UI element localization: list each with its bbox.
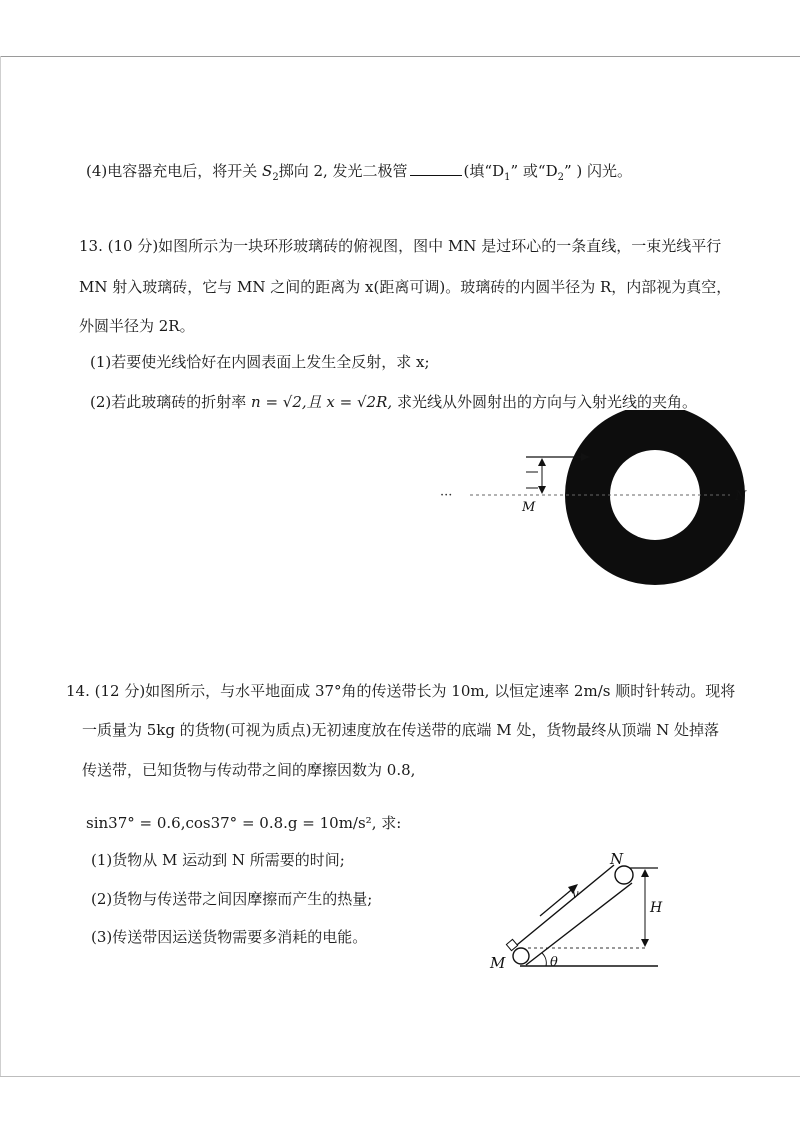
q12-part4-prefix: (4)电容器充电后，将开关 [86,162,263,180]
label-v: v [572,887,579,901]
q12-part4-suffix-start: (填“D [463,162,505,180]
d2-subscript: 2 [557,172,564,183]
q12-part4-suffix-end: ” ) 闪光。 [564,162,633,180]
page-bottom-edge [0,1076,800,1077]
q12-part4-mid: 掷向 2, 发光二极管 [278,162,408,180]
label-m: M [490,954,506,972]
q13-part2-formula: n = √2,且 x = √2R, [251,393,393,411]
q13-line3: 外圆半径为 2R。 [79,317,195,335]
top-roller [615,866,633,884]
q14-line3: 传送带，已知货物与传动带之间的摩擦因数为 0.8, [82,761,416,779]
switch-subscript: 2 [272,172,279,183]
height-arrow-bottom [641,939,649,947]
q13-line1: 13. (10 分)如图所示为一块环形玻璃砖的俯视图，图中 MN 是过环心的一条直线，一束光线平行 [79,237,722,255]
q14-line1: 14. (12 分)如图所示，与水平地面成 37°角的传送带长为 10m, 以恒定速率 2m/s 顺时针转动。现将 [66,682,736,700]
q13-part2-suffix: 求光线从外圆射出的方向与入射光线的夹角。 [392,393,697,411]
q14-given: sin37° = 0.6,cos37° = 0.8.g = 10m/s², 求: [86,814,402,832]
ring-glass-figure [430,410,770,590]
q12-part4-or: ” 或“D [510,162,558,180]
page-top-edge [0,56,800,57]
height-arrow-top [641,869,649,877]
distance-x-arrow-down [538,486,546,494]
q13-part2-prefix: (2)若此玻璃砖的折射率 [90,393,252,411]
bottom-roller [513,948,529,964]
label-h: H [650,900,663,916]
label-m: M [522,500,536,515]
d1-subscript: 1 [504,172,511,183]
switch-symbol: S [262,162,273,180]
q12-part4-line [86,161,632,188]
q14-part2: (2)货物与传送带之间因摩擦而产生的热量; [91,890,373,908]
label-n: N [735,489,747,504]
q13-part2 [90,392,697,412]
q13-part1: (1)若要使光线恰好在内圆表面上发生全反射，求 x; [90,353,430,371]
answer-blank[interactable] [410,161,462,176]
angle-arc [542,953,546,966]
page-left-edge [0,56,1,1076]
q13-line2: MN 射入玻璃砖，它与 MN 之间的距离为 x(距离可调)。玻璃砖的内圆半径为 R，内部视为真空， [79,278,732,296]
q14-part3: (3)传送带因运送货物需要多消耗的电能。 [91,928,368,946]
q14-part1: (1)货物从 M 运动到 N 所需要的时间; [91,851,345,869]
label-theta: θ [550,955,558,970]
distance-x-arrow-up [538,458,546,466]
conveyor-figure [480,840,680,980]
ellipsis-dots: ··· [440,488,453,503]
label-n: N [610,850,624,868]
q14-line2: 一质量为 5kg 的货物(可视为质点)无初速度放在传送带的底端 M 处，货物最终从顶端 N 处掉落 [82,721,720,739]
